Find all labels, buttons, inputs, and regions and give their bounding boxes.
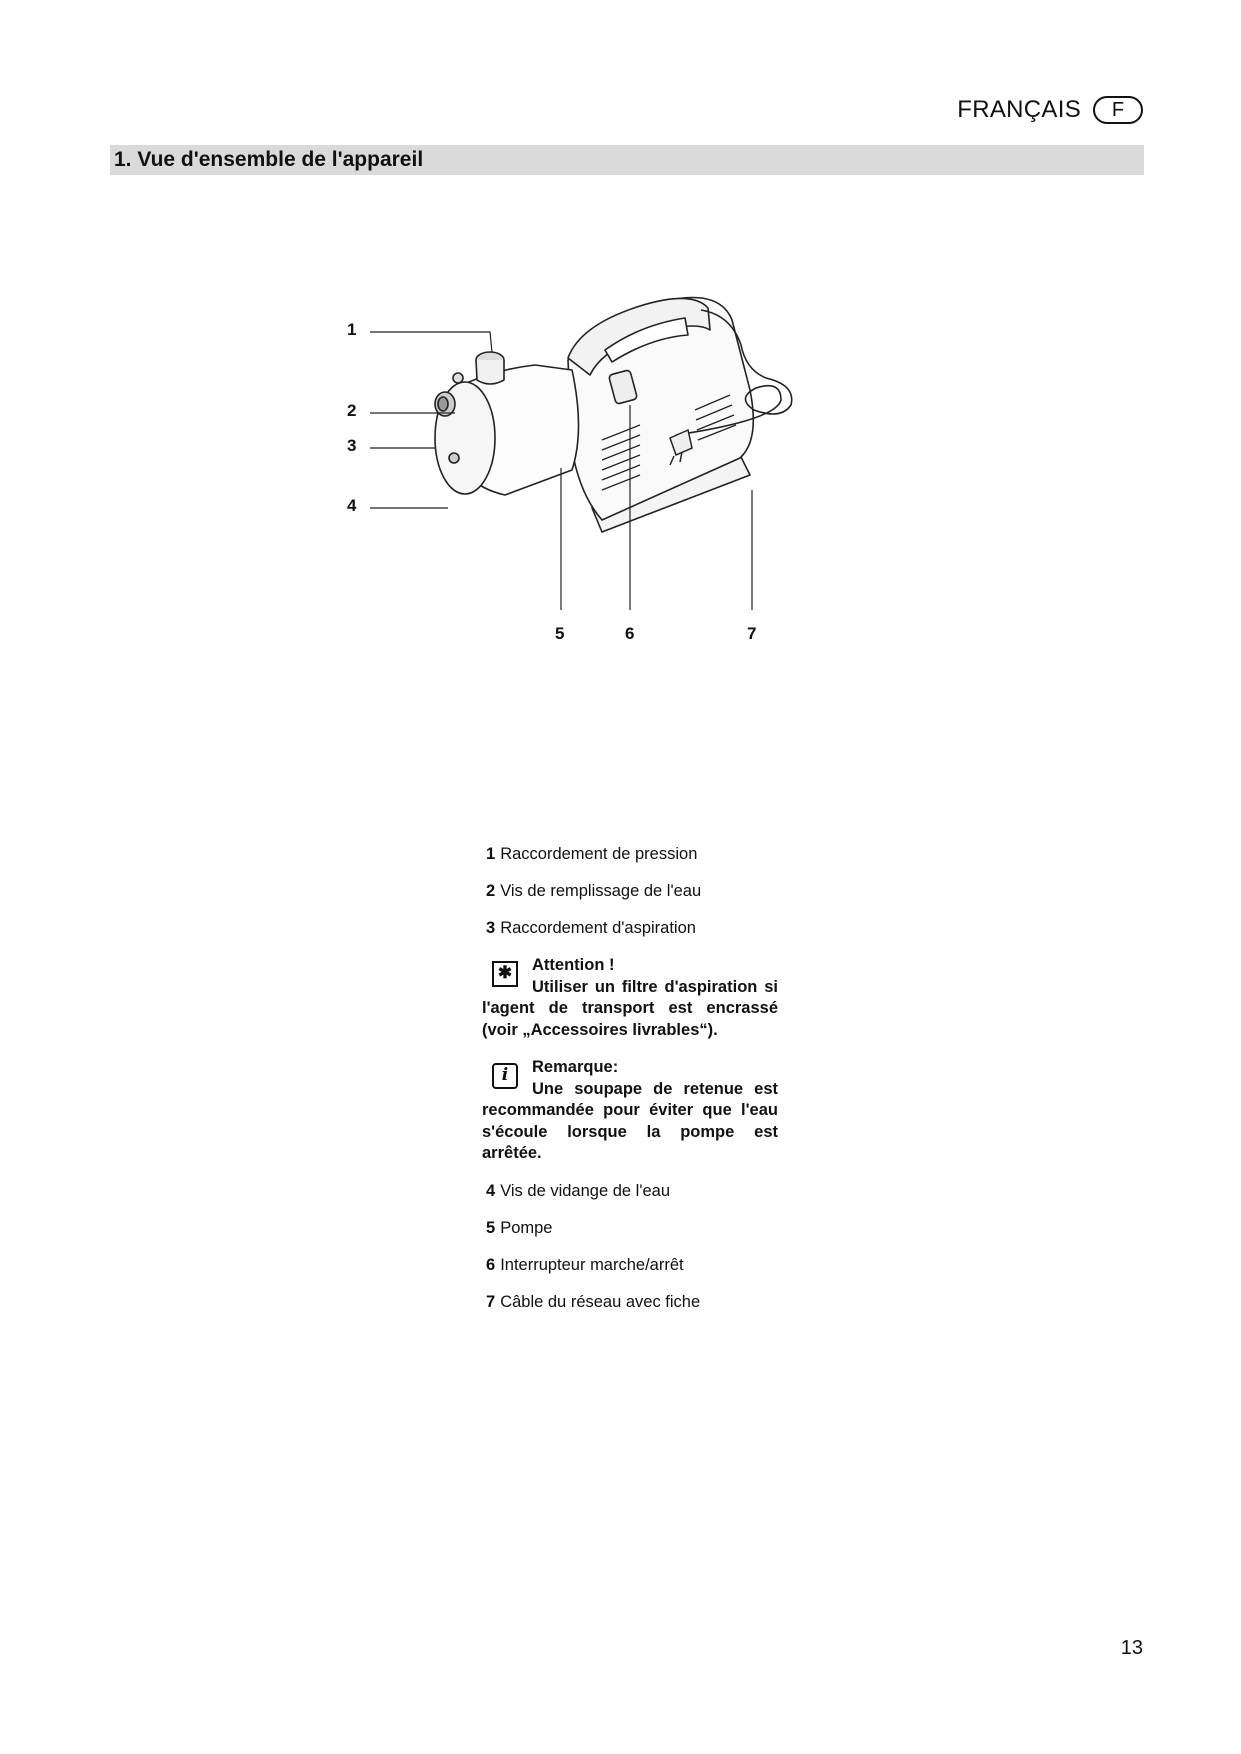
callout-5: 5 (555, 624, 565, 643)
legend-item-text: Vis de remplissage de l'eau (500, 882, 702, 900)
legend-item (486, 1255, 778, 1275)
parts-legend (482, 844, 778, 1329)
section-title: 1. Vue d'ensemble de l'appareil (114, 148, 424, 171)
legend-item-number: 4 (486, 1181, 496, 1200)
legend-item-text: Raccordement de pression (500, 845, 698, 863)
legend-item-text: Interrupteur marche/arrêt (500, 1255, 684, 1274)
callout-4: 4 (347, 496, 357, 515)
legend-item (486, 918, 778, 938)
info-icon: i (492, 1063, 518, 1089)
legend-item (486, 1218, 778, 1238)
drain-screw (449, 453, 459, 463)
remark-notice (482, 1057, 778, 1165)
callout-7: 7 (747, 624, 757, 643)
legend-item-text: Câble du réseau avec fiche (500, 1292, 701, 1311)
legend-item-text: Raccordement d'aspiration (500, 919, 696, 937)
remark-heading: Remarque: (532, 1058, 619, 1076)
legend-item-number: 1 (486, 845, 496, 863)
legend-item (486, 844, 778, 864)
leader-line-1 (370, 332, 492, 352)
attention-heading: Attention ! (532, 956, 615, 974)
pump-drawing (340, 280, 820, 660)
callout-2: 2 (347, 401, 357, 420)
legend-item-text: Pompe (500, 1218, 553, 1237)
legend-item-number: 2 (486, 882, 496, 900)
legend-item-number: 5 (486, 1218, 496, 1237)
asterisk-warning-icon: ✱ (492, 961, 518, 987)
legend-item-number: 6 (486, 1255, 496, 1274)
legend-item-number: 3 (486, 919, 496, 937)
language-label: FRANÇAIS (957, 96, 1081, 123)
page-number: 13 (1120, 1637, 1143, 1659)
legend-item (486, 881, 778, 901)
legend-item-number: 7 (486, 1292, 496, 1311)
legend-item-text: Vis de vidange de l'eau (500, 1181, 670, 1200)
language-code-badge: F (1093, 96, 1143, 124)
section-header-bar (110, 145, 1144, 175)
callout-1: 1 (347, 320, 357, 339)
callout-3: 3 (347, 436, 357, 455)
legend-item (486, 1292, 778, 1312)
attention-body: Utiliser un filtre d'aspiration si l'agent de transport est encrassé (voir „Accessoires livrables“). (482, 977, 778, 1039)
fill-screw (453, 373, 463, 383)
pump-illustration (340, 280, 820, 660)
legend-item (486, 1181, 778, 1201)
callout-6: 6 (625, 624, 635, 643)
language-header (957, 96, 1143, 124)
remark-body: Une soupape de retenue est recommandée pour éviter que l'eau s'écoule lorsque la pompe est arrêtée. (482, 1079, 778, 1162)
attention-notice (482, 955, 778, 1041)
